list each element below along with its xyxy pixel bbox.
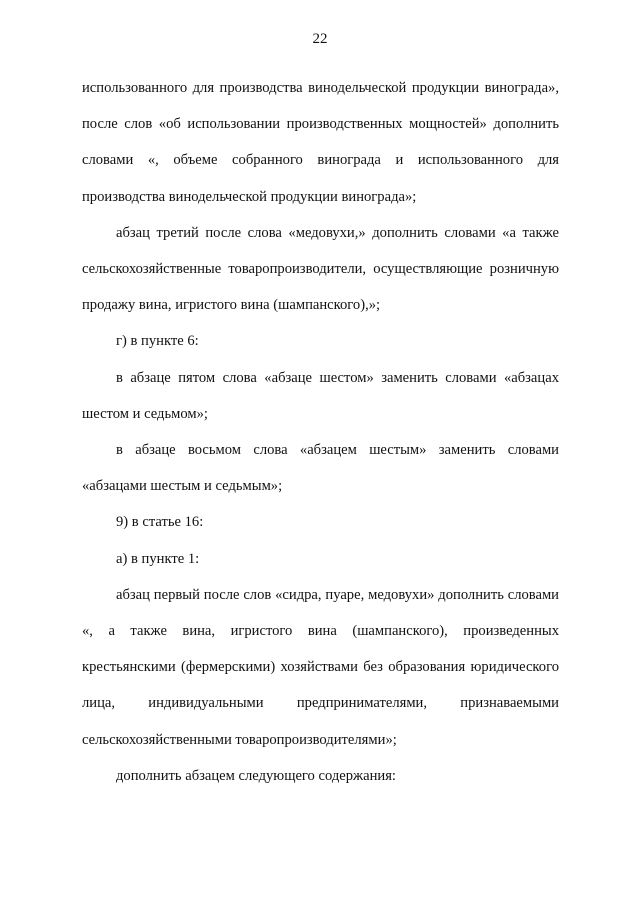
paragraph-9: дополнить абзацем следующего содержания: — [116, 767, 396, 784]
paragraph-1: использованного для производства винодельческой продукции винограда», после слов «об использовании производственных мощностей» дополнить словами «, объеме собранного винограда и использованного для производства винодельческой продукции винограда»; — [82, 80, 559, 205]
document-body — [82, 70, 559, 794]
page-number: 22 — [312, 31, 328, 47]
paragraph-8: абзац первый после слов «сидра, пуаре, медовухи» дополнить словами «, а также вина, игристого вина (шампанского), произведенных крестьянскими (фермерскими) хозяйствами без образования юридического лица, индивидуальными предпринимателями, признаваемыми сельскохозяйственными товаропроизводителями»; — [82, 586, 559, 748]
paragraph-6: 9) в статье 16: — [116, 514, 204, 531]
paragraph-5: в абзаце восьмом слова «абзацем шестым» заменить словами «абзацами шестым и седьмым»; — [82, 442, 559, 495]
paragraph-2: абзац третий после слова «медовухи,» дополнить словами «а также сельскохозяйственные товаропроизводители, осуществляющие розничную продажу вина, игристого вина (шампанского),»; — [82, 224, 559, 314]
paragraph-7: а) в пункте 1: — [116, 550, 200, 567]
paragraph-4: в абзаце пятом слова «абзаце шестом» заменить словами «абзацах шестом и седьмом»; — [82, 369, 559, 422]
paragraph-3: г) в пункте 6: — [116, 333, 199, 350]
